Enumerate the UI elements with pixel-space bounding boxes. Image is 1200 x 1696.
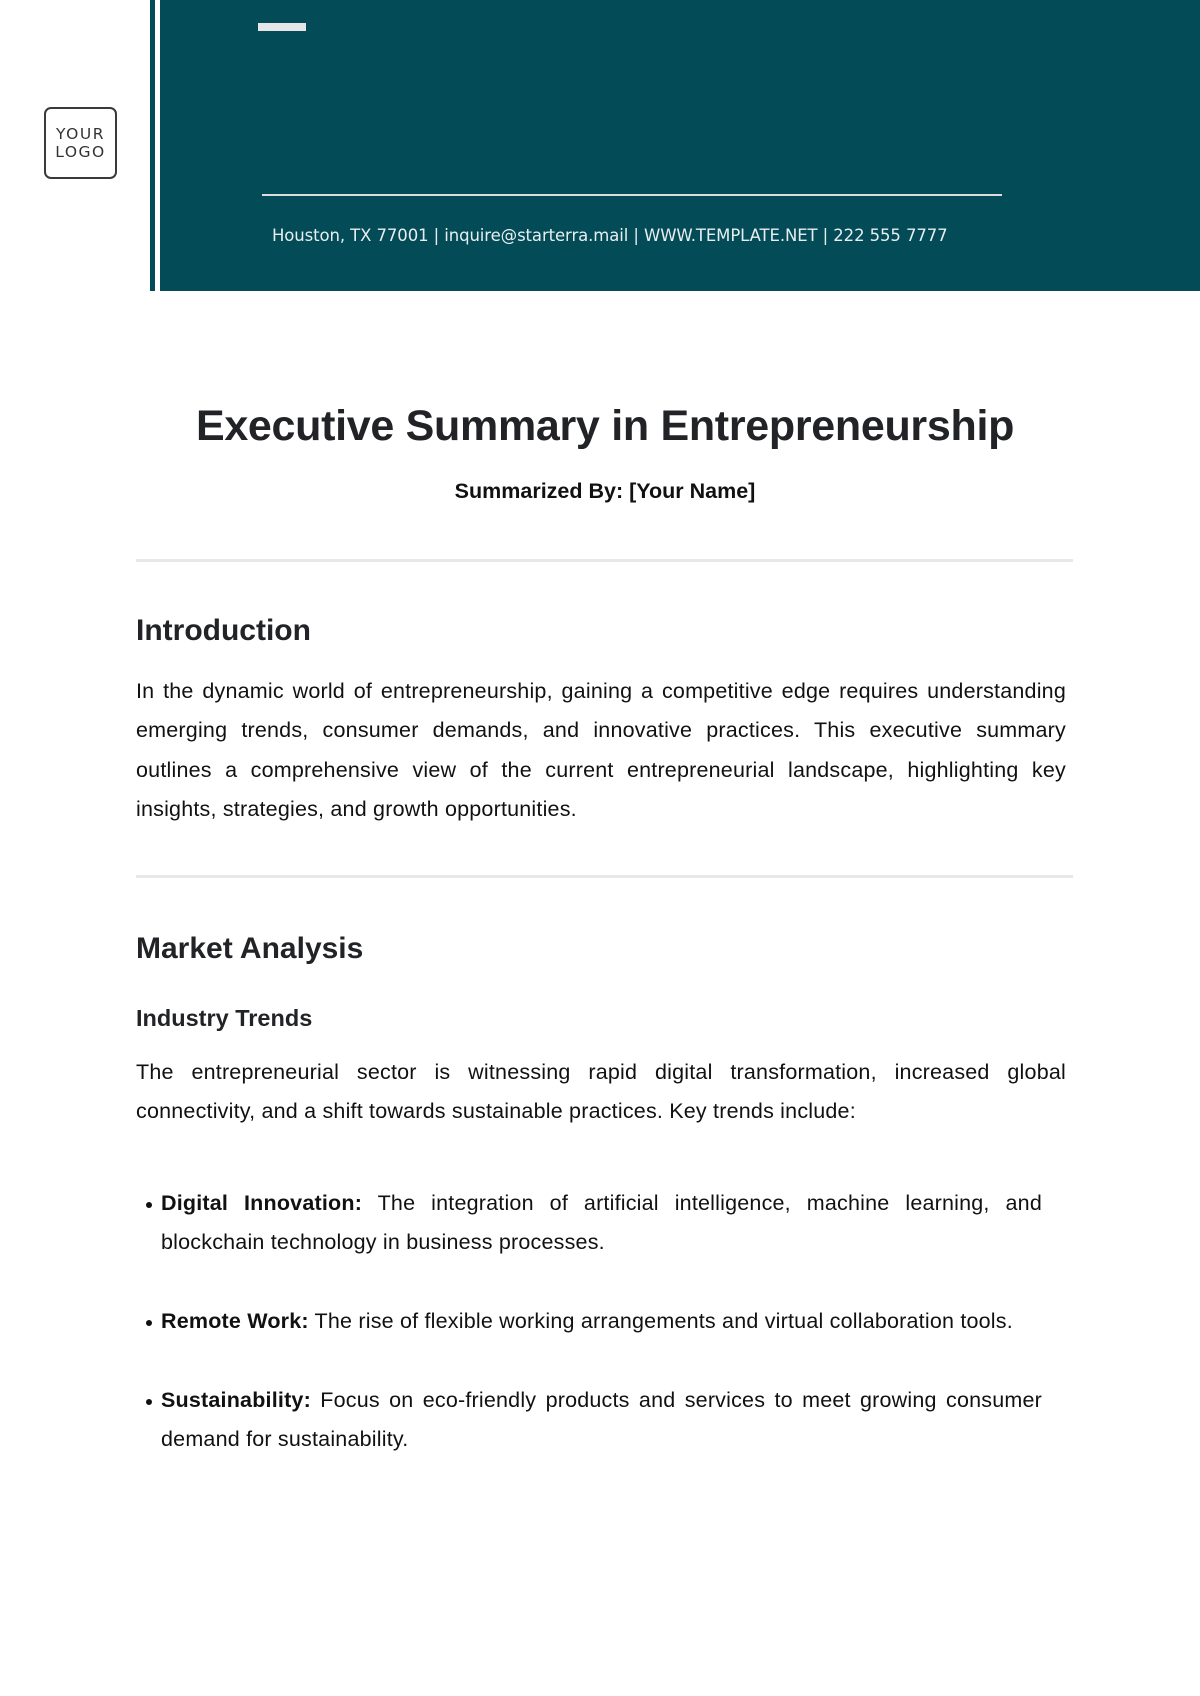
trends-list [136,1184,1042,1499]
trend-term: Sustainability: [161,1387,311,1412]
bullet-icon [146,1320,152,1326]
industry-trends-heading: Industry Trends [136,1005,313,1031]
introduction-body: In the dynamic world of entrepreneurship, gaining a competitive edge requires understanding emerging trends, consumer demands, and innovative practices. This executive summary outlines a comprehensive view of the current entrepreneurial landscape, highlighting key insights, strategies, and growth opportunities. [136,679,1066,821]
header-banner [160,0,1200,291]
logo-line-1: YOUR [56,125,105,143]
introduction-heading: Introduction [136,614,311,647]
trend-text: The rise of flexible working arrangements and virtual collaboration tools. [308,1308,1013,1333]
document-title: Executive Summary in Entrepreneurship [195,402,1015,450]
header-rule [262,194,1002,196]
section-divider [136,559,1073,562]
list-item [136,1381,1042,1460]
trend-text: The integration of artificial intelligence, machine learning, and blockchain technology in business processes. [161,1191,1042,1255]
list-item [136,1184,1042,1263]
trend-term: Remote Work: [161,1308,309,1333]
trend-term: Digital Innovation: [161,1191,363,1215]
bullet-icon [146,1202,152,1208]
section-divider [136,875,1073,878]
contact-info: Houston, TX 77001 | inquire@starterra.mail | WWW.TEMPLATE.NET | 222 555 7777 [272,226,948,245]
bullet-icon [146,1399,152,1405]
document-subtitle: Summarized By: [Your Name] [454,479,756,503]
industry-trends-body: The entrepreneurial sector is witnessing rapid digital transformation, increased global connectivity, and a shift towards sustainable practices. Key trends include: [136,1060,1066,1124]
trend-text: Focus on eco-friendly products and services to meet growing consumer demand for sustainability. [161,1387,1042,1451]
logo-line-2: LOGO [55,143,106,161]
header-accent-bar [150,0,155,291]
header-dash-decoration [258,23,306,31]
list-item [136,1302,1042,1341]
logo-placeholder [44,107,117,179]
market-analysis-heading: Market Analysis [136,932,364,965]
